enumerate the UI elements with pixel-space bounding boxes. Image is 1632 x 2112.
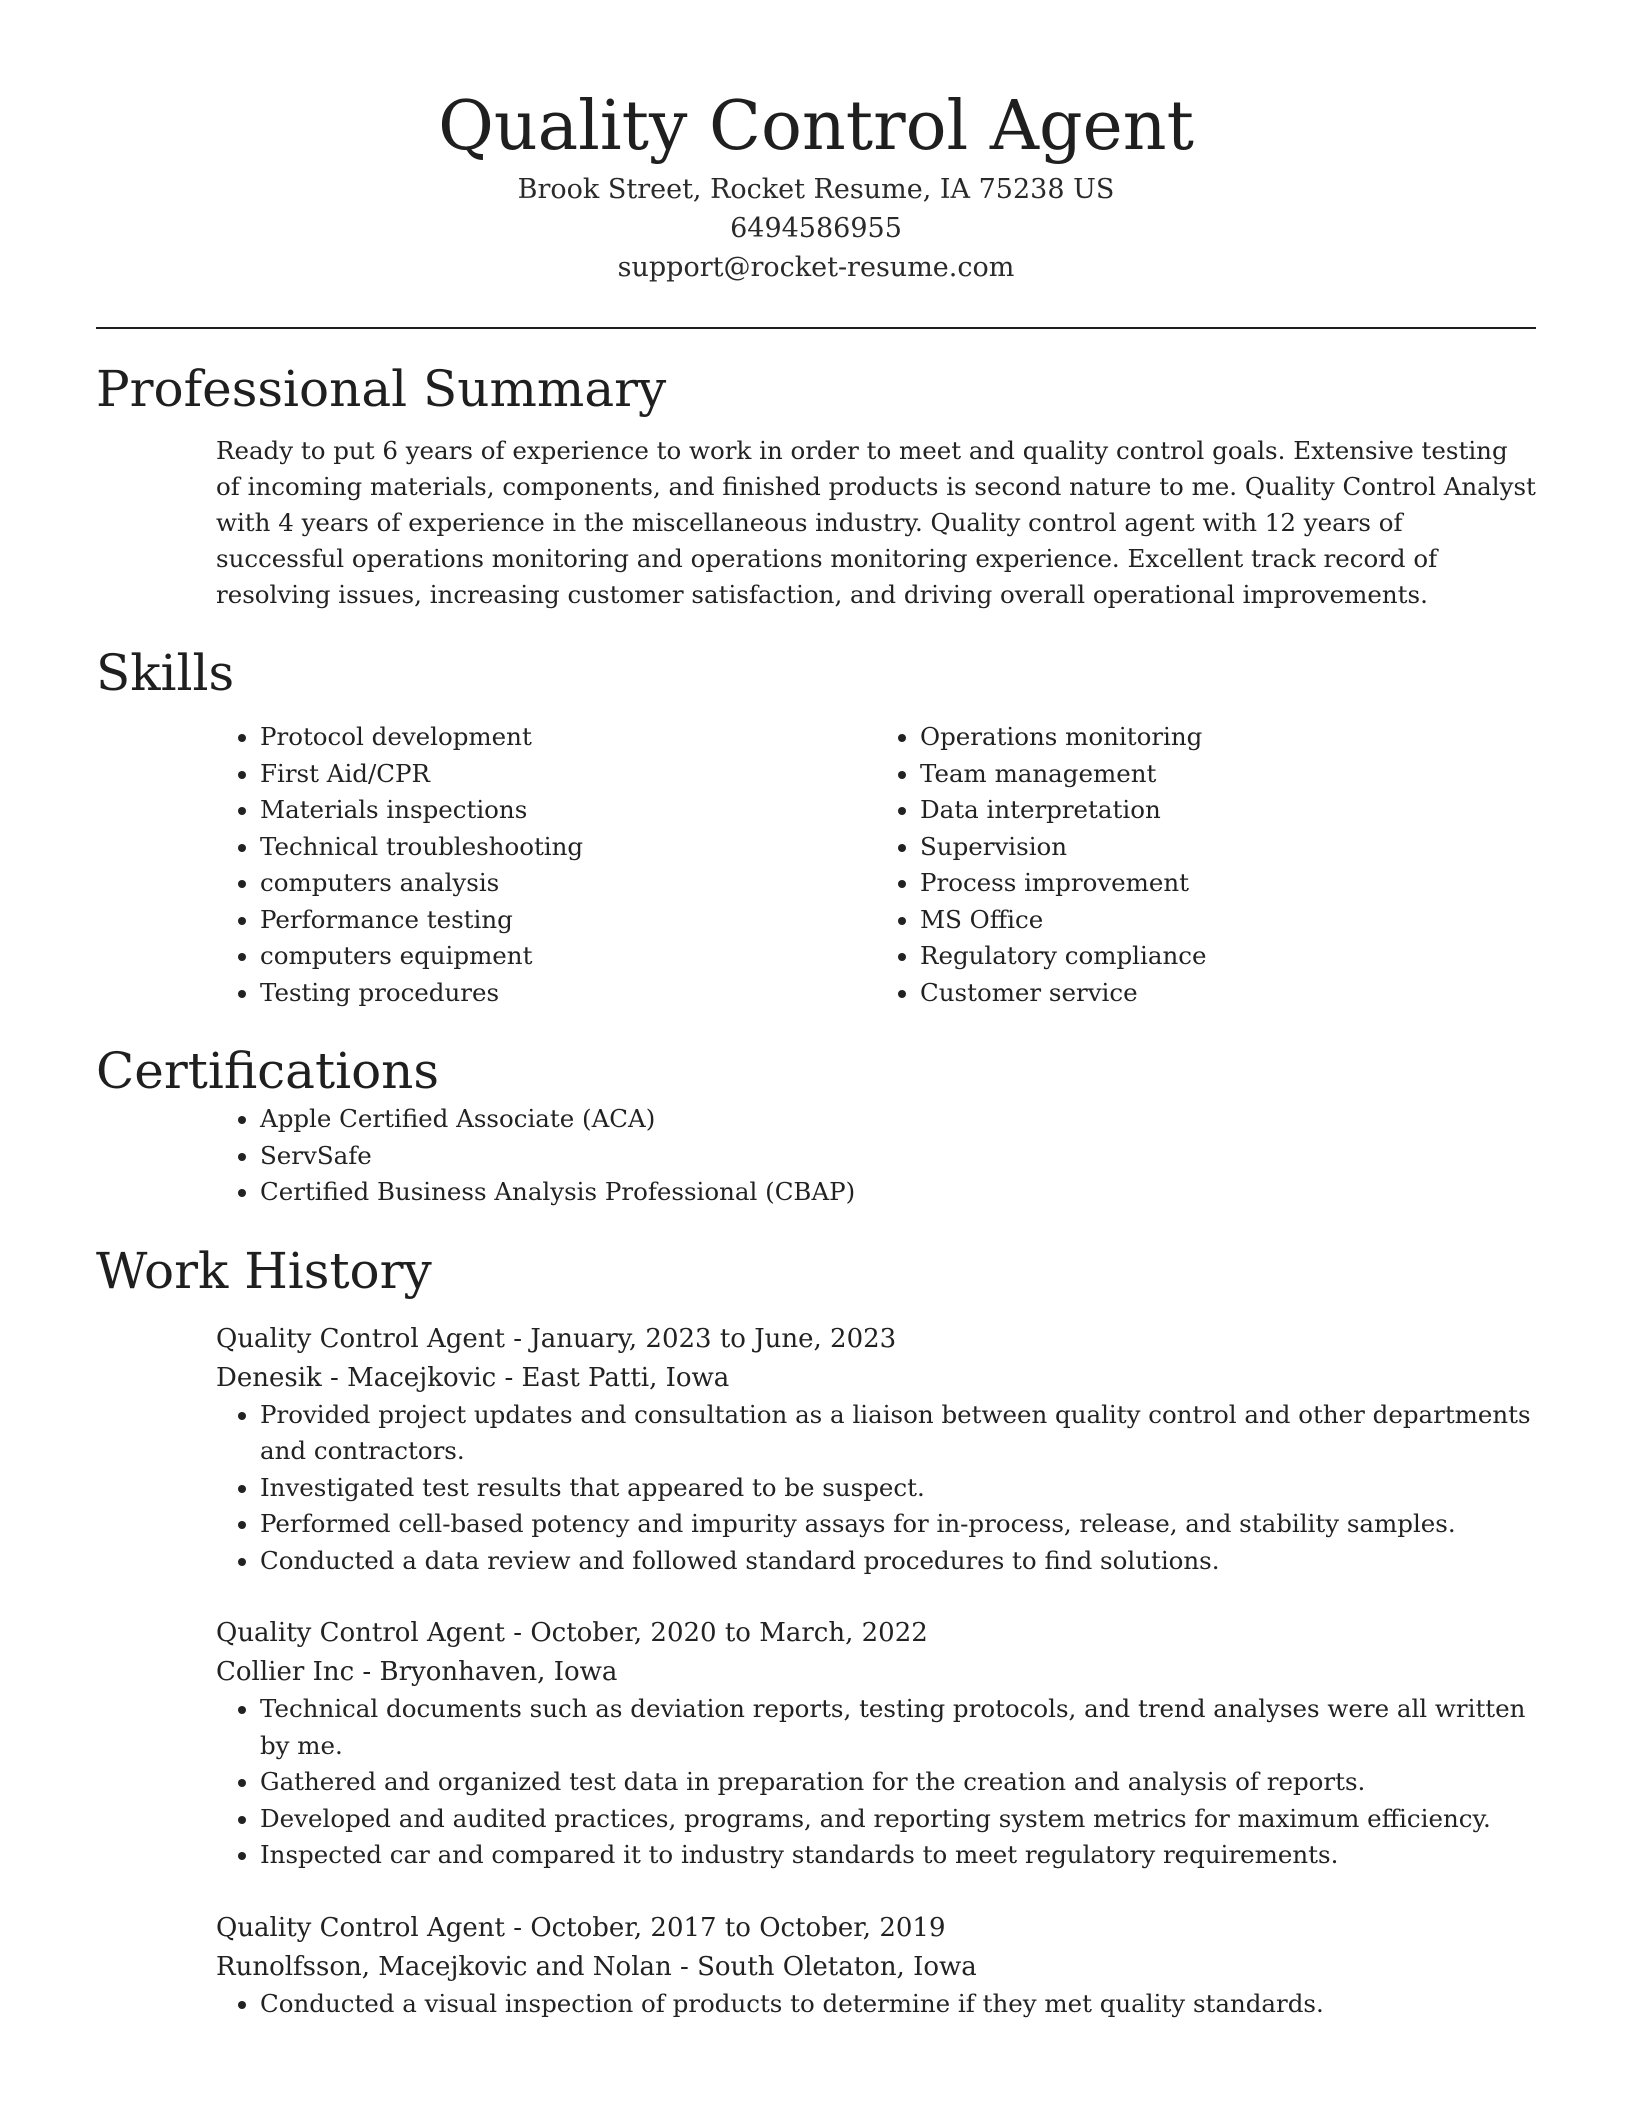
certifications-section (96, 1041, 1536, 1211)
job-location: - Bryonhaven, Iowa (354, 1657, 618, 1687)
skills-list-left (216, 719, 876, 1011)
job-title: Quality Control Agent (216, 1323, 505, 1354)
job-bullet: • Investigated test results that appeared to be suspect. (260, 1470, 1536, 1507)
job-location: - South Oletaton, Iowa (671, 1951, 977, 1982)
job-dates: - October, 2020 to March, 2022 (505, 1618, 928, 1648)
skill-item: • Customer service (920, 975, 1536, 1012)
job-title-line (216, 1908, 1536, 1948)
skill-item: • Team management (920, 756, 1536, 793)
resume-page (96, 0, 1536, 2022)
job-company: Denesik - Macejkovic (216, 1362, 497, 1393)
work-history-section (96, 1241, 1536, 2023)
summary-heading: Professional Summary (96, 360, 667, 418)
skill-item: • Process improvement (920, 865, 1536, 902)
job-title-line (216, 1319, 1536, 1359)
job-location: - East Patti, Iowa (496, 1362, 730, 1393)
header-divider (96, 327, 1536, 329)
summary-section (96, 359, 1536, 613)
job-bullets (216, 1986, 1536, 2023)
job-entry (216, 1613, 1536, 1874)
skill-item: • MS Office (920, 902, 1536, 939)
work-history-heading: Work History (96, 1241, 432, 1300)
job-entry (216, 1319, 1536, 1580)
job-bullet: • Gathered and organized test data in preparation for the creation and analysis of reports. (260, 1764, 1536, 1801)
job-company-line (216, 1359, 1536, 1397)
skills-section (96, 643, 1536, 1011)
certifications-list (216, 1101, 1536, 1211)
job-bullet: • Developed and audited practices, programs, and reporting system metrics for maximum efficiency. (260, 1801, 1536, 1838)
job-bullet: • Conducted a visual inspection of products to determine if they met quality standards. (260, 1986, 1536, 2023)
job-bullet: • Conducted a data review and followed standard procedures to find solutions. (260, 1543, 1536, 1580)
skill-item: • Materials inspections (260, 792, 876, 829)
candidate-name: Quality Control Agent (438, 87, 1194, 166)
job-title-line (216, 1613, 1536, 1653)
job-dates: - October, 2017 to October, 2019 (505, 1912, 946, 1943)
skill-item: • Technical troubleshooting (260, 829, 876, 866)
certification-item: • Certified Business Analysis Professional (CBAP) (260, 1174, 1536, 1211)
skill-item: • Protocol development (260, 719, 876, 756)
resume-header (96, 0, 1536, 287)
job-bullets (216, 1691, 1536, 1874)
job-bullet: • Provided project updates and consultation as a liaison between quality control and other departments and contractors. (260, 1397, 1536, 1470)
job-company-line (216, 1948, 1536, 1986)
skill-item: • Performance testing (260, 902, 876, 939)
job-bullets (216, 1397, 1536, 1580)
skill-item: • First Aid/CPR (260, 756, 876, 793)
skill-item: • computers analysis (260, 865, 876, 902)
certification-item: • Apple Certified Associate (ACA) (260, 1101, 1536, 1138)
job-company-line (216, 1653, 1536, 1691)
certifications-heading: Certifications (96, 1042, 440, 1100)
contact-email: support@rocket-resume.com (617, 252, 1015, 283)
job-company: Collier Inc (216, 1657, 355, 1687)
job-bullet: • Technical documents such as deviation reports, testing protocols, and trend analyses were all written by me. (260, 1691, 1536, 1764)
skill-item: • Supervision (920, 829, 1536, 866)
contact-phone: 6494586955 (730, 213, 902, 244)
skills-list-right (876, 719, 1536, 1011)
skill-item: • Operations monitoring (920, 719, 1536, 756)
skills-heading: Skills (96, 644, 235, 702)
job-entry (216, 1908, 1536, 2023)
skill-item: • computers equipment (260, 938, 876, 975)
certification-item: • ServSafe (260, 1138, 1536, 1175)
job-bullet: • Performed cell-based potency and impurity assays for in-process, release, and stability samples. (260, 1506, 1536, 1543)
job-title: Quality Control Agent (216, 1618, 505, 1648)
skill-item: • Regulatory compliance (920, 938, 1536, 975)
summary-text: Ready to put 6 years of experience to work in order to meet and quality control goals. Extensive testing of incoming materials, components, and finished products is second nature to me. Quality Control Analyst with 4 years of experience in the miscellaneous industry. Quality control agent with 12 years of successful operations monitoring and operations monitoring experience. Excellent track record of resolving issues, increasing customer satisfaction, and driving overall operational improvements. (216, 436, 1536, 609)
skill-item: • Testing procedures (260, 975, 876, 1012)
contact-address: Brook Street, Rocket Resume, IA 75238 US (517, 174, 1115, 205)
skills-grid (216, 719, 1536, 1011)
job-company: Runolfsson, Macejkovic and Nolan (216, 1951, 672, 1982)
job-dates: - January, 2023 to June, 2023 (505, 1323, 897, 1354)
skill-item: • Data interpretation (920, 792, 1536, 829)
job-bullet: • Inspected car and compared it to industry standards to meet regulatory requirements. (260, 1837, 1536, 1874)
job-title: Quality Control Agent (216, 1912, 505, 1943)
